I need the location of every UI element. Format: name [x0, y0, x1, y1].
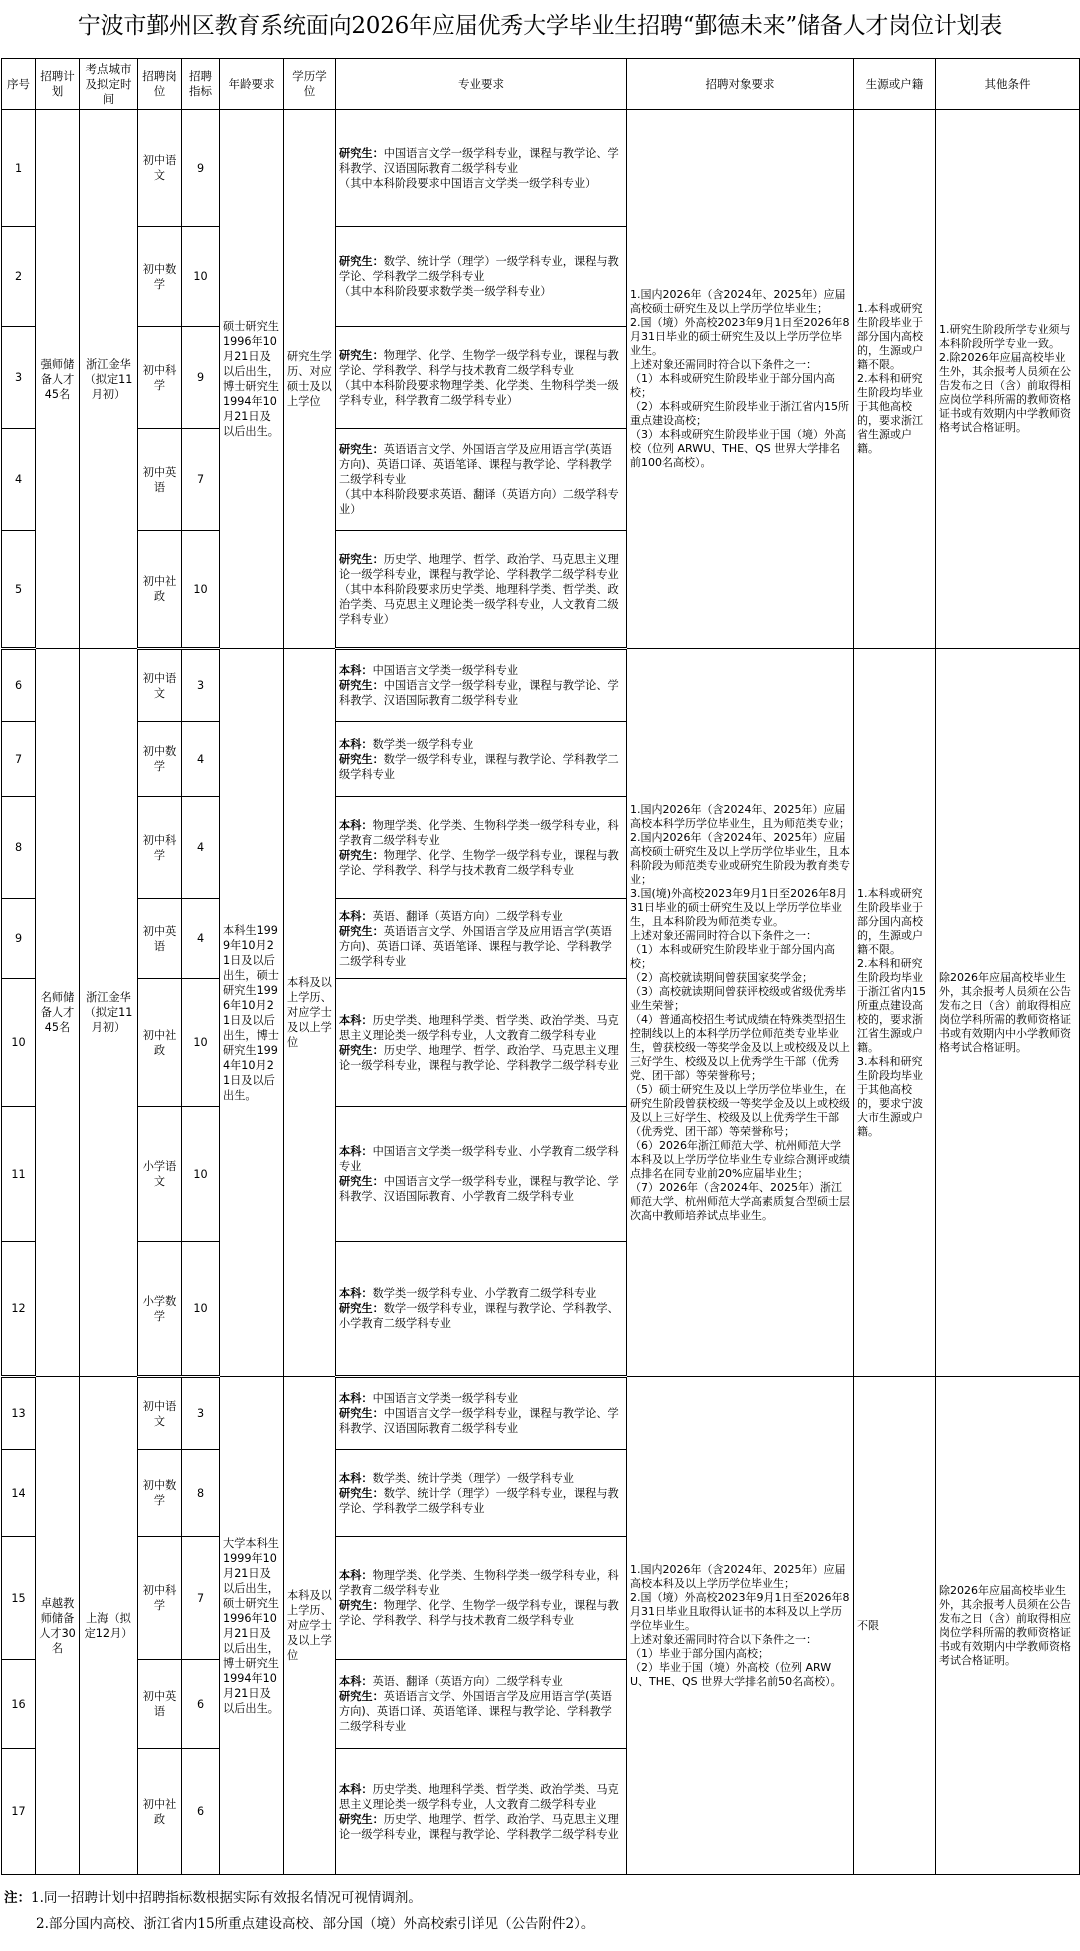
target-line: （1）毕业于部分国内高校；	[630, 1646, 769, 1660]
table-header-row	[2, 59, 1080, 110]
cell-edu: 本科及以上学历、对应学士及以上学位	[284, 1377, 336, 1875]
major-text: 历史学类、地理科学类、哲学类、政治学类、马克思主义理论类一级学科专业，人文教育二级学科专业	[339, 1782, 619, 1811]
other-line: 除2026年应届高校毕业生外，其余报考人员须在公告发布之日（含）前取得相应岗位学科所需的教师资格证书或有效期内中小学教师资格考试合格证明。	[939, 970, 1071, 1054]
cell-post: 初中科学	[138, 797, 182, 899]
cell-quota: 3	[182, 649, 220, 722]
cell-post: 小学语文	[138, 1107, 182, 1242]
header-quota: 招聘指标	[182, 59, 220, 110]
major-text: 英语、翻译（英语方向）二级学科专业	[372, 1675, 563, 1688]
cell-target	[627, 1377, 854, 1875]
header-seq: 序号	[2, 59, 36, 110]
origin-line: 3.本科和研究生阶段均毕业于其他高校的，要求宁波大市生源或户籍。	[857, 1054, 923, 1138]
major-line	[339, 442, 623, 487]
cell-age: 大学本科生1999年10月21日及以后出生，硕士研究生1996年10月21日及以后出生，博士研究生1994年10月21日及以后出生。	[220, 1377, 284, 1875]
cell-major	[336, 1242, 627, 1377]
major-degree-label: 本科：	[339, 737, 373, 751]
cell-seq: 10	[2, 979, 36, 1107]
cell-post: 初中社政	[138, 979, 182, 1107]
major-line	[339, 737, 623, 752]
major-text: 历史学、地理学、哲学、政治学、马克思主义理论一级学科专业，课程与教学论、学科教学二级学科专业	[339, 1812, 619, 1841]
major-degree-label: 研究生：	[339, 1407, 384, 1420]
major-text: 数学类、统计学类（理学）一级学科专业	[372, 1471, 574, 1485]
major-degree-label: 本科：	[339, 1675, 373, 1688]
cell-exam: 浙江金华（拟定11月初）	[80, 110, 138, 649]
other-line: 2.除2026年应届高校毕业生外，其余报考人员须在公告发布之日（含）前取得相应岗位学科所需的教师资格证书或有效期内中学教师资格考试合格证明。	[939, 351, 1071, 434]
cell-post: 初中数学	[138, 722, 182, 797]
major-degree-label: 本科：	[339, 664, 373, 677]
major-line	[339, 1144, 623, 1174]
cell-seq: 16	[2, 1660, 36, 1749]
target-line: （2）高校就读期间曾获国家奖学金；	[630, 970, 813, 984]
cell-seq: 5	[2, 531, 36, 649]
major-text: 数学一级学科专业，课程与教学论、学科教学、小学教育二级学科专业	[339, 1302, 619, 1330]
cell-post: 小学数学	[138, 1242, 182, 1377]
major-text: 历史学、地理学、哲学、政治学、马克思主义理论一级学科专业，课程与教学论、学科教学二级学科专业	[339, 552, 619, 581]
target-line: （1）本科或研究生阶段毕业于部分国内高校；	[630, 372, 835, 399]
cell-post: 初中科学	[138, 1537, 182, 1660]
major-text: 中国语言文学一级学科专业，课程与教学论、学科教学、汉语国际教育、小学教育二级学科专业	[339, 1175, 619, 1203]
header-age: 年龄要求	[220, 59, 284, 110]
major-text: （其中本科阶段要求英语、翻译（英语方向）二级学科专业）	[339, 488, 619, 516]
cell-target	[627, 649, 854, 1377]
major-text: 历史学、地理学、哲学、政治学、马克思主义理论一级学科专业，课程与教学论、学科教学二级学科专业	[339, 1043, 619, 1072]
major-line	[339, 1471, 623, 1486]
major-degree-label: 研究生：	[339, 443, 384, 456]
cell-major	[336, 1749, 627, 1875]
major-degree-label: 研究生：	[339, 1690, 384, 1703]
major-line	[339, 848, 623, 878]
origin-line: 2.本科和研究生阶段均毕业于浙江省内15所重点建设高校的，要求浙江省生源或户籍。	[857, 956, 926, 1054]
major-line	[339, 146, 623, 176]
recruitment-plan-table	[1, 58, 1080, 1875]
major-line	[339, 378, 623, 408]
cell-major	[336, 1377, 627, 1450]
major-degree-label: 本科：	[339, 1287, 373, 1300]
cell-seq: 15	[2, 1537, 36, 1660]
major-text: （其中本科阶段要求历史学类、地理科学类、哲学类、政治学类、马克思主义理论类一级学科专业，人文教育二级学科专业）	[339, 582, 619, 626]
cell-post: 初中语文	[138, 649, 182, 722]
table-row	[2, 110, 1080, 227]
cell-quota: 7	[182, 429, 220, 531]
origin-line: 2.本科和研究生阶段均毕业于其他高校的，要求浙江省生源或户籍。	[857, 372, 923, 455]
cell-seq: 14	[2, 1450, 36, 1537]
major-line	[339, 348, 623, 378]
major-text: 物理学类、化学类、生物科学类一级学科专业，科学教育二级学科专业	[339, 818, 619, 847]
target-line: （1）本科或研究生阶段毕业于部分国内高校；	[630, 942, 835, 970]
footnote-text-2: 2.部分国内高校、浙江省内15所重点建设高校、部分国（境）外高校索引详见（公告附件2）。	[36, 1916, 595, 1932]
major-text: （其中本科阶段要求数学类一级学科专业）	[339, 285, 552, 298]
major-line	[339, 1812, 623, 1842]
header-major: 专业要求	[336, 59, 627, 110]
header-post: 招聘岗位	[138, 59, 182, 110]
footnote-text-1: 1.同一招聘计划中招聘指标数根据实际有效报名情况可视情调剂。	[31, 1890, 422, 1906]
cell-major	[336, 429, 627, 531]
cell-other	[936, 649, 1080, 1377]
major-line	[339, 582, 623, 627]
target-line: （2）毕业于国（境）外高校（位列 ARWU、THE、QS 世界大学排名前50名高校）。	[630, 1660, 842, 1688]
major-text: 英语语言文学、外国语言学及应用语言学(英语方向)、英语口译、英语笔译、课程与教学论、学科教学二级学科专业	[339, 1690, 612, 1733]
cell-seq: 8	[2, 797, 36, 899]
major-line	[339, 1598, 623, 1628]
cell-seq: 4	[2, 429, 36, 531]
header-other: 其他条件	[936, 59, 1080, 110]
major-line	[339, 678, 623, 708]
major-degree-label: 研究生：	[339, 255, 384, 268]
table-row	[2, 649, 1080, 722]
target-line: （6）2026年浙江师范大学、杭州师范大学本科及以上学历学位毕业生专业综合测评或绩点排名在同专业前20%应届毕业生；	[630, 1138, 850, 1180]
cell-quota: 10	[182, 1242, 220, 1377]
cell-quota: 6	[182, 1660, 220, 1749]
major-line	[339, 818, 623, 848]
major-degree-label: 研究生：	[339, 348, 384, 362]
cell-seq: 1	[2, 110, 36, 227]
cell-quota: 10	[182, 227, 220, 327]
cell-post: 初中英语	[138, 429, 182, 531]
major-degree-label: 研究生：	[339, 679, 384, 692]
major-line	[339, 1406, 623, 1436]
target-line: 1.国内2026年（含2024年、2025年）应届高校本科学历学位毕业生，且为师范类专业；	[630, 802, 850, 830]
cell-quota: 9	[182, 327, 220, 429]
major-text: 历史学类、地理科学类、哲学类、政治学类、马克思主义理论类一级学科专业，人文教育二级学科专业	[339, 1013, 619, 1042]
table-row	[2, 1377, 1080, 1450]
cell-post: 初中社政	[138, 531, 182, 649]
cell-origin	[854, 1377, 936, 1875]
major-degree-label: 研究生：	[339, 1486, 384, 1500]
major-degree-label: 研究生：	[339, 1302, 384, 1315]
major-text: 数学类一级学科专业、小学教育二级学科专业	[372, 1287, 597, 1300]
cell-major	[336, 1537, 627, 1660]
cell-major	[336, 722, 627, 797]
footnotes	[4, 1885, 1080, 1937]
major-text: 数学、统计学（理学）一级学科专业，课程与教学论、学科教学二级学科专业	[339, 255, 619, 283]
major-line	[339, 1782, 623, 1812]
cell-quota: 4	[182, 797, 220, 899]
cell-major	[336, 1107, 627, 1242]
cell-seq: 13	[2, 1377, 36, 1450]
cell-seq: 12	[2, 1242, 36, 1377]
cell-post: 初中科学	[138, 327, 182, 429]
major-text: 物理学、化学、生物学一级学科专业，课程与教学论、学科教学、科学与技术教育二级学科专业	[339, 348, 619, 377]
cell-quota: 10	[182, 979, 220, 1107]
cell-exam: 浙江金华（拟定11月初）	[80, 649, 138, 1377]
target-line: （7）2026年（含2024年、2025年）浙江师范大学、杭州师范大学高素质复合型硕士层次高中教师培养试点毕业生。	[630, 1180, 850, 1222]
header-target: 招聘对象要求	[627, 59, 854, 110]
cell-post: 初中语文	[138, 110, 182, 227]
target-line: 3.国(境)外高校2023年9月1日至2026年8月31日毕业的硕士研究生及以上学历学位毕业生，且本科阶段为师范类专业。	[630, 886, 848, 928]
cell-seq: 7	[2, 722, 36, 797]
major-degree-label: 本科：	[339, 818, 373, 832]
major-line	[339, 663, 623, 678]
cell-edu: 研究生学历、对应硕士及以上学位	[284, 110, 336, 649]
table-body	[2, 110, 1080, 1875]
cell-major	[336, 899, 627, 979]
major-text: 中国语言文学一级学科专业，课程与教学论、学科教学、汉语国际教育二级学科专业	[339, 146, 619, 175]
target-line: 2.国内2026年（含2024年、2025年）应届高校硕士研究生及以上学历学位毕业生，且本科阶段为师范类专业或研究生阶段为教育类专业；	[630, 830, 850, 886]
major-line	[339, 254, 623, 284]
cell-origin	[854, 649, 936, 1377]
major-degree-label: 研究生：	[339, 146, 384, 160]
major-line	[339, 1174, 623, 1204]
major-line	[339, 552, 623, 582]
major-degree-label: 本科：	[339, 1392, 373, 1405]
header-origin: 生源或户籍	[854, 59, 936, 110]
cell-major	[336, 227, 627, 327]
major-degree-label: 研究生：	[339, 848, 384, 862]
major-line	[339, 1391, 623, 1406]
cell-major	[336, 327, 627, 429]
cell-quota: 10	[182, 531, 220, 649]
cell-plan: 卓越教师储备人才30名	[36, 1377, 80, 1875]
major-line	[339, 752, 623, 782]
major-degree-label: 研究生：	[339, 924, 384, 938]
cell-major	[336, 110, 627, 227]
header-plan: 招聘计划	[36, 59, 80, 110]
cell-seq: 3	[2, 327, 36, 429]
target-line: 上述对象还需同时符合以下条件之一：	[630, 358, 817, 371]
major-line	[339, 1674, 623, 1689]
cell-quota: 8	[182, 1450, 220, 1537]
major-degree-label: 研究生：	[339, 1043, 384, 1057]
header-exam: 考点城市及拟定时间	[80, 59, 138, 110]
major-text: 中国语言文学类一级学科专业、小学教育二级学科专业	[339, 1145, 619, 1173]
major-text: 数学一级学科专业，课程与教学论、学科教学二级学科专业	[339, 752, 619, 781]
cell-post: 初中英语	[138, 899, 182, 979]
major-text: 英语、翻译（英语方向）二级学科专业	[372, 909, 563, 923]
major-text: （其中本科阶段要求中国语言文学类一级学科专业）	[339, 176, 597, 190]
cell-quota: 3	[182, 1377, 220, 1450]
major-degree-label: 本科：	[339, 1471, 373, 1485]
cell-major	[336, 979, 627, 1107]
major-text: 中国语言文学一级学科专业，课程与教学论、学科教学、汉语国际教育二级学科专业	[339, 679, 619, 707]
cell-exam: 上海（拟定12月）	[80, 1377, 138, 1875]
cell-quota: 4	[182, 722, 220, 797]
target-line: 1.国内2026年（含2024年、2025年）应届高校硕士研究生及以上学历学位毕业生；	[630, 288, 846, 315]
cell-post: 初中语文	[138, 1377, 182, 1450]
cell-seq: 2	[2, 227, 36, 327]
major-line	[339, 284, 623, 299]
other-line: 除2026年应届高校毕业生外，其余报考人员须在公告发布之日（含）前取得相应岗位学科所需的教师资格证书或有效期内中学教师资格考试合格证明。	[939, 1583, 1071, 1667]
target-line: 上述对象还需同时符合以下条件之一：	[630, 928, 817, 942]
major-line	[339, 1568, 623, 1598]
cell-seq: 11	[2, 1107, 36, 1242]
major-text: 物理学、化学、生物学一级学科专业，课程与教学论、学科教学、科学与技术教育二级学科专业	[339, 848, 619, 877]
cell-plan: 强师储备人才45名	[36, 110, 80, 649]
cell-quota: 6	[182, 1749, 220, 1875]
major-line	[339, 924, 623, 969]
major-text: 物理学类、化学类、生物科学类一级学科专业，科学教育二级学科专业	[339, 1569, 619, 1597]
footnote-label: 注：	[4, 1890, 31, 1906]
cell-post: 初中数学	[138, 227, 182, 327]
cell-seq: 9	[2, 899, 36, 979]
major-degree-label: 研究生：	[339, 1175, 384, 1188]
major-line	[339, 487, 623, 517]
major-degree-label: 本科：	[339, 909, 373, 923]
cell-major	[336, 1450, 627, 1537]
cell-other	[936, 110, 1080, 649]
cell-quota: 4	[182, 899, 220, 979]
cell-origin	[854, 110, 936, 649]
major-text: 中国语言文学类一级学科专业	[372, 1392, 519, 1405]
major-line	[339, 176, 623, 191]
header-edu: 学历学位	[284, 59, 336, 110]
target-line: 上述对象还需同时符合以下条件之一：	[630, 1632, 817, 1646]
major-line	[339, 1689, 623, 1734]
cell-major	[336, 531, 627, 649]
major-line	[339, 1486, 623, 1516]
major-degree-label: 本科：	[339, 1145, 373, 1158]
target-line: （3）高校就读期间曾获评校级或省级优秀毕业生荣誉；	[630, 984, 846, 1012]
cell-seq: 17	[2, 1749, 36, 1875]
major-text: （其中本科阶段要求物理学类、化学类、生物科学类一级学科专业，科学教育二级学科专业）	[339, 378, 619, 407]
footnote-2	[4, 1911, 1080, 1937]
major-degree-label: 研究生：	[339, 1599, 384, 1612]
major-degree-label: 本科：	[339, 1569, 373, 1582]
cell-post: 初中社政	[138, 1749, 182, 1875]
cell-plan: 名师储备人才45名	[36, 649, 80, 1377]
major-degree-label: 本科：	[339, 1782, 373, 1796]
origin-line: 1.本科或研究生阶段毕业于部分国内高校的，生源或户籍不限。	[857, 886, 923, 956]
major-text: 数学、统计学（理学）一级学科专业，课程与教学论、学科教学二级学科专业	[339, 1486, 619, 1515]
cell-major	[336, 1660, 627, 1749]
cell-age: 硕士研究生1996年10月21日及以后出生，博士研究生1994年10月21日及以后出生。	[220, 110, 284, 649]
major-text: 英语语言文学、外国语言学及应用语言学(英语方向)、英语口译、英语笔译、课程与教学论、学科教学二级学科专业	[339, 443, 612, 486]
major-line	[339, 1013, 623, 1043]
major-line	[339, 1301, 623, 1331]
major-degree-label: 研究生：	[339, 752, 384, 766]
cell-other	[936, 1377, 1080, 1875]
cell-age: 本科生1999年10月21日及以后出生，硕士研究生1996年10月21日及以后出生，博士研究生1994年10月21日及以后出生。	[220, 649, 284, 1377]
target-line: 2.国（境）外高校2023年9月1日至2026年8月31日毕业的硕士研究生及以上学历学位毕业生。	[630, 316, 850, 357]
target-line: 2.国（境）外高校2023年9月1日至2026年8月31日毕业且取得认证书的本科及以上学历学位毕业生。	[630, 1590, 850, 1632]
cell-major	[336, 797, 627, 899]
major-degree-label: 本科：	[339, 1013, 373, 1027]
cell-seq: 6	[2, 649, 36, 722]
major-degree-label: 研究生：	[339, 552, 384, 566]
other-line: 1.研究生阶段所学专业须与本科阶段所学专业一致。	[939, 323, 1071, 350]
target-line: （3）本科或研究生阶段毕业于国（境）外高校（位列 ARWU、THE、QS 世界大学排名前100名高校）。	[630, 428, 846, 469]
origin-line: 1.本科或研究生阶段毕业于部分国内高校的，生源或户籍不限。	[857, 302, 923, 371]
cell-major	[336, 649, 627, 722]
major-line	[339, 909, 623, 924]
cell-quota: 10	[182, 1107, 220, 1242]
major-text: 英语语言文学、外国语言学及应用语言学(英语方向)、英语口译、英语笔译、课程与教学论、学科教学二级学科专业	[339, 924, 612, 968]
document-title: 宁波市鄞州区教育系统面向2026年应届优秀大学毕业生招聘“鄞德未来”储备人才岗位计划表	[77, 13, 1003, 39]
cell-edu: 本科及以上学历、对应学士及以上学位	[284, 649, 336, 1377]
major-text: 数学类一级学科专业	[372, 737, 474, 751]
target-line: （5）硕士研究生及以上学历学位毕业生，在研究生阶段曾获校级一等奖学金及以上或校级及以上三好学生、校级及以上优秀学生干部（优秀党、团干部）等荣誉称号；	[630, 1082, 850, 1138]
cell-post: 初中数学	[138, 1450, 182, 1537]
cell-target	[627, 110, 854, 649]
major-text: 中国语言文学一级学科专业，课程与教学论、学科教学、汉语国际教育二级学科专业	[339, 1407, 619, 1435]
footnote-1	[4, 1885, 1080, 1911]
origin-line: 不限	[857, 1618, 879, 1632]
target-line: （4）普通高校招生考试成绩在特殊类型招生控制线以上的本科学历学位师范类专业毕业生，曾获校级一等奖学金及以上或校级及以上三好学生、校级及以上优秀学生干部（优秀党、团干部）等荣誉称号；	[630, 1012, 850, 1082]
target-line: （2）本科或研究生阶段毕业于浙江省内15所重点建设高校；	[630, 400, 849, 427]
major-line	[339, 1286, 623, 1301]
major-degree-label: 研究生：	[339, 1812, 384, 1826]
cell-quota: 7	[182, 1537, 220, 1660]
cell-post: 初中英语	[138, 1660, 182, 1749]
major-text: 中国语言文学类一级学科专业	[372, 664, 519, 677]
major-line	[339, 1043, 623, 1073]
target-line: 1.国内2026年（含2024年、2025年）应届高校本科及以上学历学位毕业生；	[630, 1562, 846, 1590]
major-text: 物理学、化学、生物学一级学科专业，课程与教学论、学科教学、科学与技术教育二级学科专业	[339, 1599, 619, 1627]
cell-quota: 9	[182, 110, 220, 227]
